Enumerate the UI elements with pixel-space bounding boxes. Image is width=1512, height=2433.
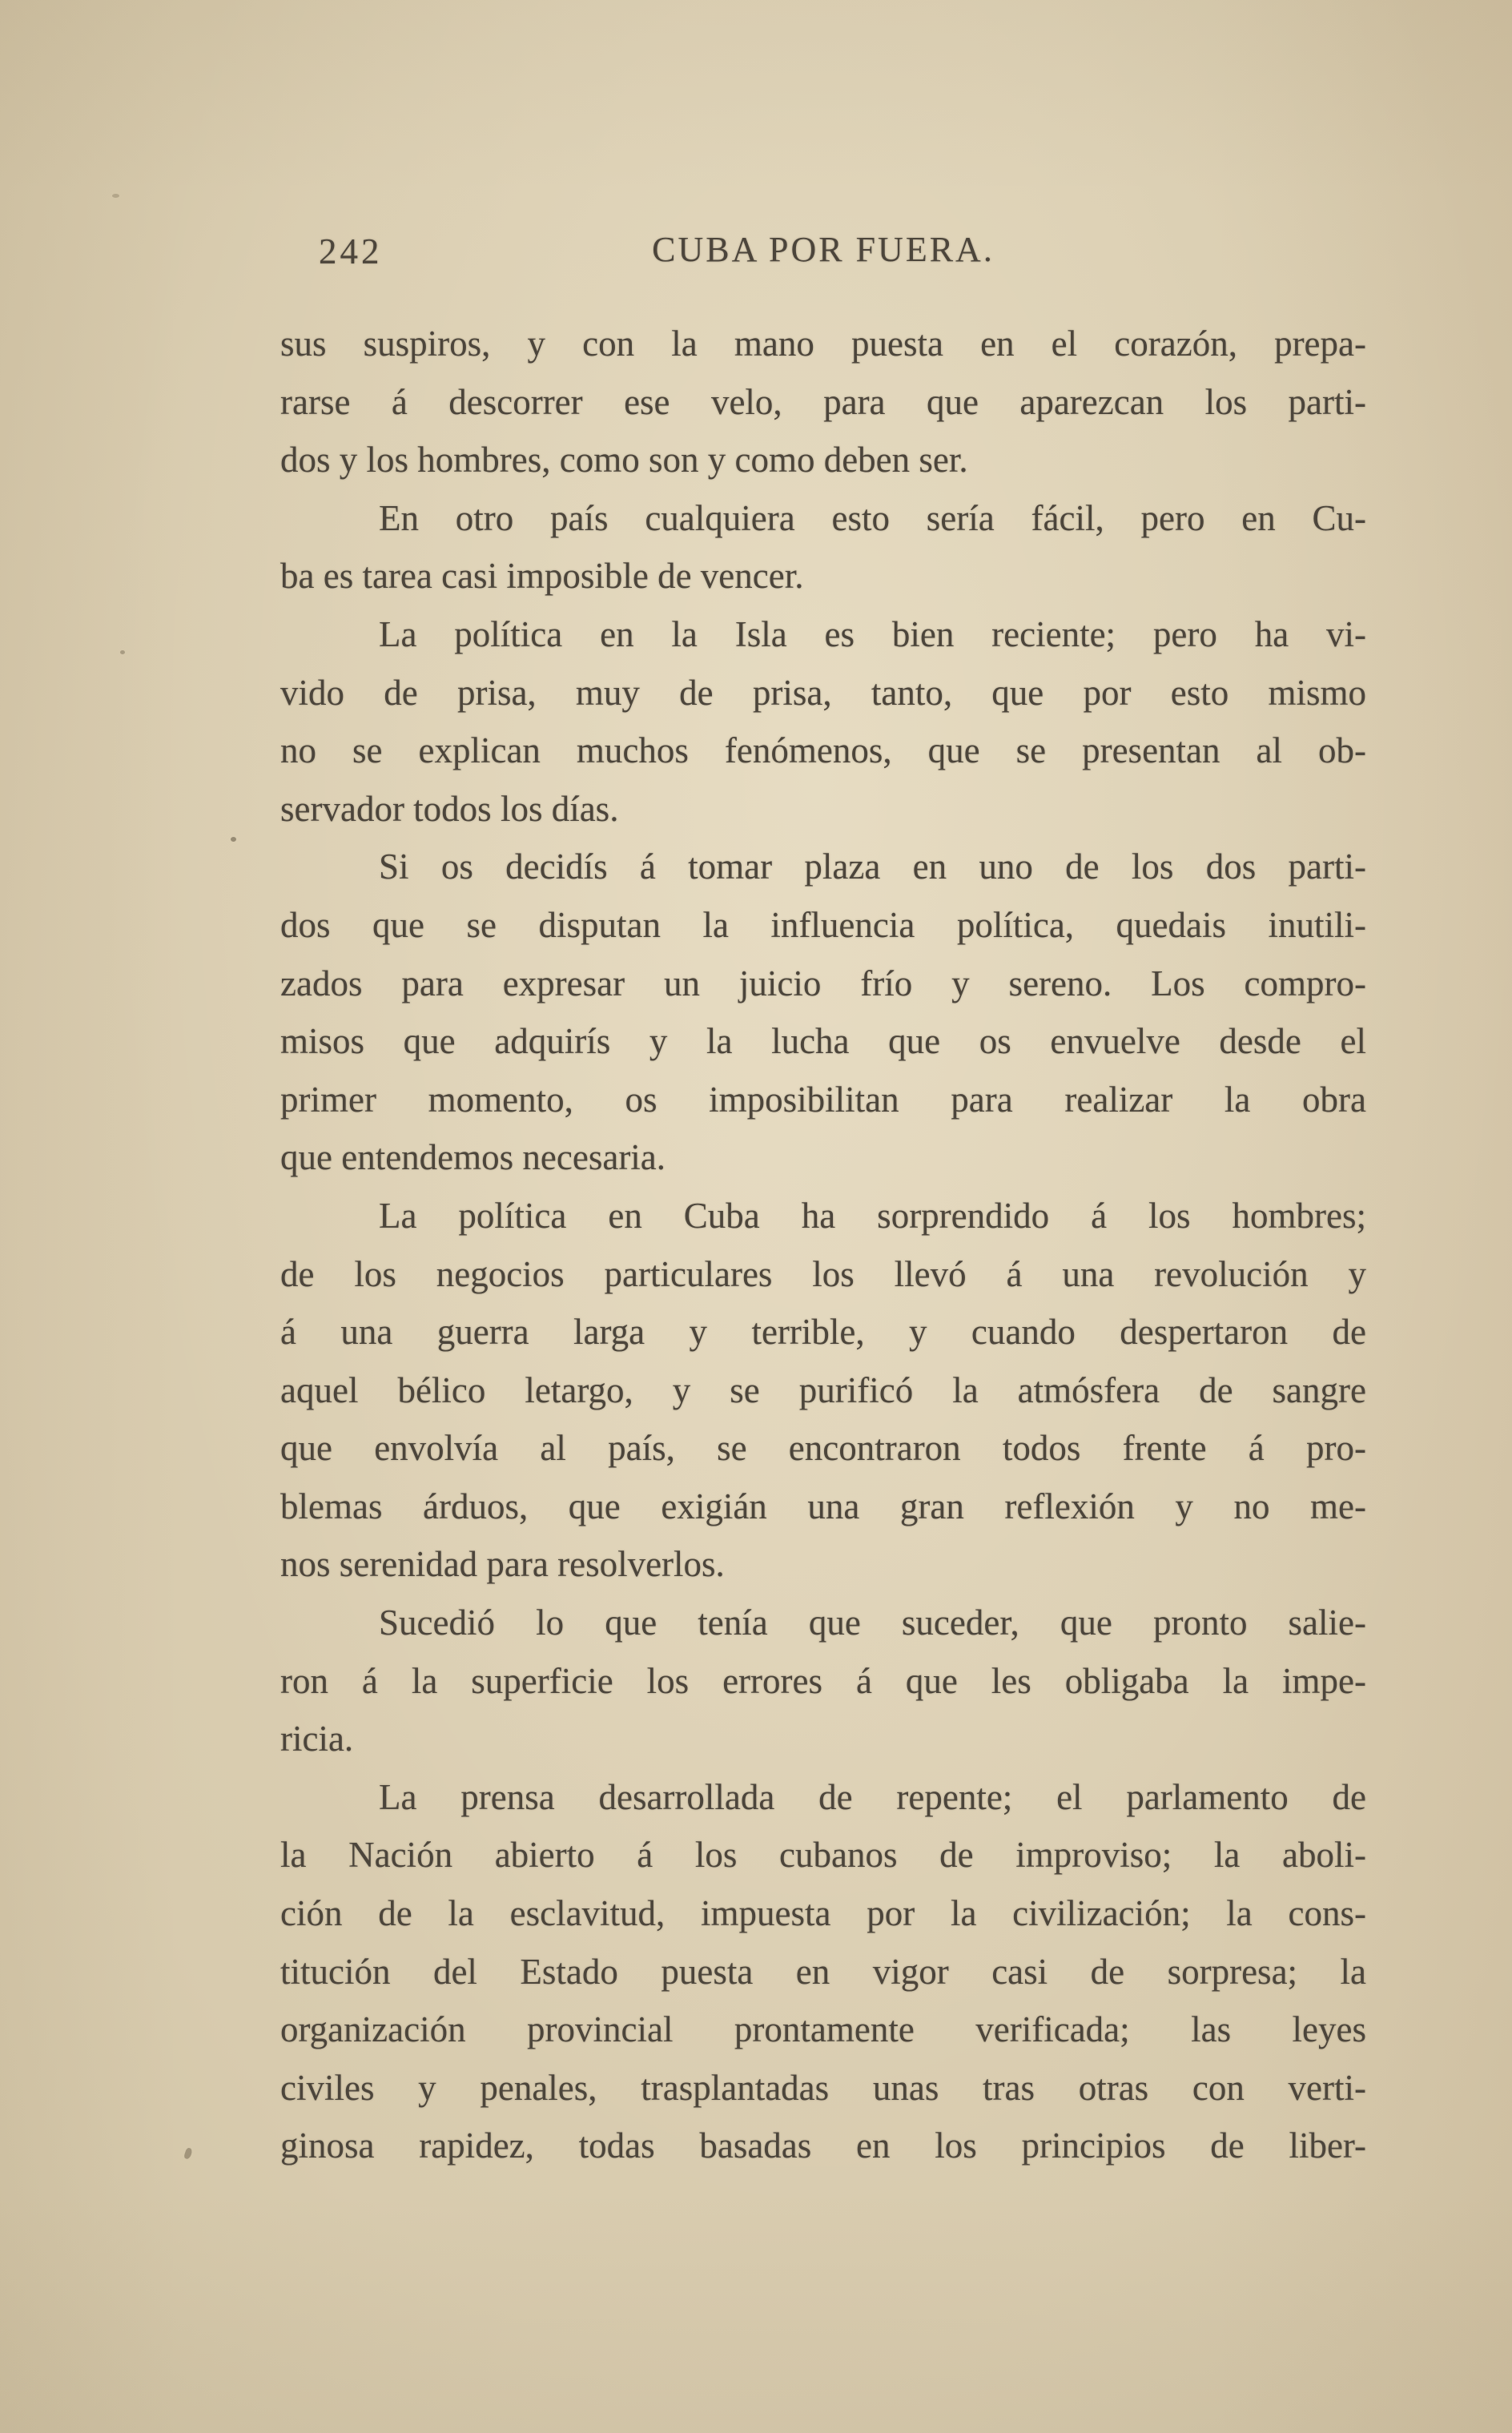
text-line: de los negocios particulares los llevó á una revolución y (280, 1253, 1366, 1294)
text-line: En otro país cualquiera esto sería fácil, pero en Cu- (379, 497, 1366, 538)
page-number: 242 (319, 231, 383, 271)
text-line: blemas árduos, que exigián una gran reflexión y no me- (280, 1486, 1366, 1526)
ink-speck (231, 837, 236, 842)
text-line: la Nación abierto á los cubanos de improviso; la aboli- (280, 1835, 1366, 1876)
text-line: aquel bélico letargo, y se purificó la atmósfera de sangre (280, 1369, 1366, 1410)
text-line: ción de la esclavitud, impuesta por la civilización; la cons- (280, 1893, 1366, 1934)
ink-speck (183, 2147, 193, 2160)
text-line: dos y los hombres, como son y como deben ser. (280, 440, 968, 481)
text-line: ginosa rapidez, todas basadas en los principios de liber- (280, 2125, 1366, 2166)
text-line: ba es tarea casi imposible de vencer. (280, 556, 804, 597)
text-line: rarse á descorrer ese velo, para que aparezcan los parti- (280, 381, 1366, 422)
text-line: zados para expresar un juicio frío y sereno. Los compro- (280, 963, 1366, 1003)
text-line: dos que se disputan la influencia política, quedais inutili- (280, 904, 1366, 945)
text-line: servador todos los días. (280, 788, 619, 829)
running-title: CUBA POR FUERA. (652, 230, 995, 269)
text-line: ricia. (280, 1719, 354, 1759)
text-line: Si os decidís á tomar plaza en uno de los dos parti- (379, 847, 1366, 887)
text-line: que entendemos necesaria. (280, 1137, 666, 1178)
page-header (280, 229, 1366, 274)
text-line: vido de prisa, muy de prisa, tanto, que por esto mismo (280, 672, 1366, 713)
text-line: primer momento, os imposibilitan para realizar la obra (280, 1079, 1366, 1120)
text-line: La política en Cuba ha sorprendido á los hombres; (379, 1195, 1366, 1236)
text-line: ron á la superficie los errores á que les obligaba la impe- (280, 1660, 1366, 1701)
ink-speck (112, 194, 119, 198)
text-line: Sucedió lo que tenía que suceder, que pronto salie- (379, 1603, 1366, 1643)
ink-speck (120, 650, 125, 654)
text-block (280, 315, 1366, 2175)
text-line: organización provincial prontamente verificada; las leyes (280, 2009, 1366, 2050)
text-line: civiles y penales, trasplantadas unas tras otras con verti- (280, 2067, 1366, 2108)
text-line: La política en la Isla es bien reciente; pero ha vi- (379, 613, 1366, 654)
text-line: sus suspiros, y con la mano puesta en el corazón, prepa- (280, 324, 1366, 364)
text-line: titución del Estado puesta en vigor casi de sorpresa; la (280, 1951, 1366, 1992)
text-line: La prensa desarrollada de repente; el parlamento de (379, 1776, 1366, 1817)
text-line: que envolvía al país, se encontraron todos frente á pro- (280, 1428, 1366, 1469)
text-line: misos que adquirís y la lucha que os envuelve desde el (280, 1021, 1366, 1062)
text-line: nos serenidad para resolverlos. (280, 1544, 725, 1585)
text-line: á una guerra larga y terrible, y cuando despertaron de (280, 1312, 1366, 1353)
text-line: no se explican muchos fenómenos, que se presentan al ob- (280, 730, 1366, 771)
